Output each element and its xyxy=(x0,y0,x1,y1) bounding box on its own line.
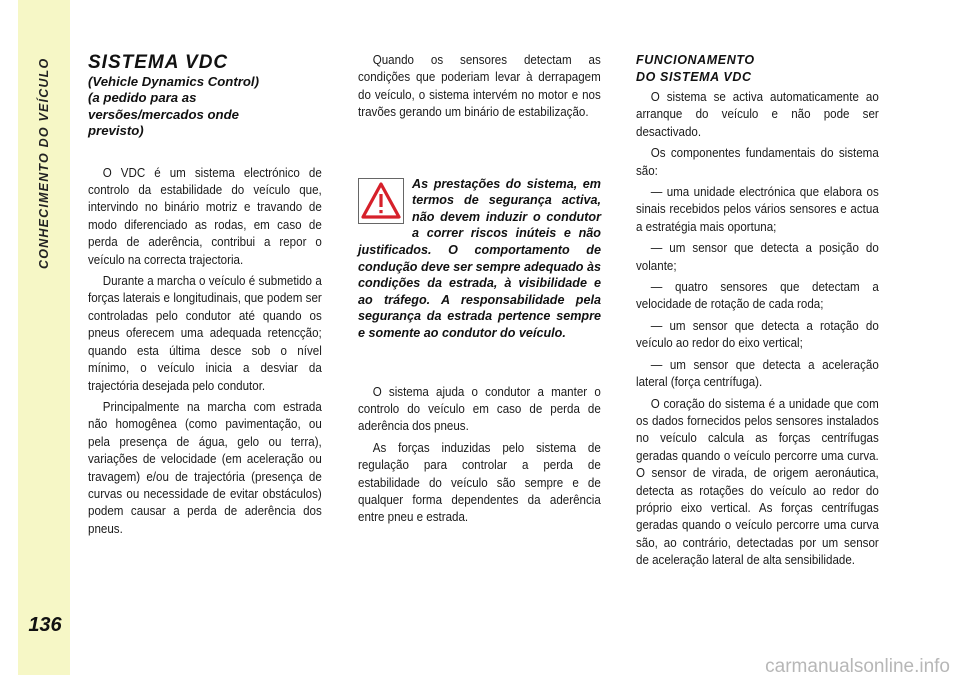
section-subtitle xyxy=(88,74,322,140)
list-item: — um sensor que detecta a posição do volante; xyxy=(636,241,879,273)
paragraph: O sistema ajuda o condutor a manter o controlo do veículo em caso de perda de aderência dos pneus. xyxy=(358,384,601,434)
chapter-title: CONHECIMENTO DO VEÍCULO xyxy=(37,58,51,270)
list-item: — um sensor que detecta a rotação do veículo ao redor do eixo vertical; xyxy=(636,318,879,351)
paragraph: Os componentes fundamentais do sistema são: xyxy=(636,146,879,178)
section-title: SISTEMA VDC xyxy=(88,52,229,73)
paragraph: Principalmente na marcha com estrada não homogênea (como pavimentação, ou pela presença de água, gelo ou terra), variações de velocidade (em aceleração ou travagem) e/ou de trajectória (presença de curvas ou necessidade de evitar obstáculos) podem causar a perda de aderência dos pneus. xyxy=(88,399,322,536)
list-item: — uma unidade electrónica que elabora os sinais recebidos pelos vários sensores e actua a estratégia mais oportuna; xyxy=(636,185,879,234)
paragraph: O sistema se activa automaticamente ao arranque do veículo e não pode ser desactivado. xyxy=(636,90,879,139)
warning-triangle-icon xyxy=(358,178,404,224)
list-item: — quatro sensores que detectam a velocidade de rotação de cada roda; xyxy=(636,280,879,312)
subsection-heading xyxy=(636,52,879,85)
warning-box xyxy=(358,176,601,342)
heading-line: DO SISTEMA VDC xyxy=(636,69,752,84)
column-1 xyxy=(88,52,322,542)
warning-text: As prestações do sistema, em termos de segurança activa, não devem induzir o condutor a correr riscos inúteis e não justificados. O comportamento de condução deve ser sempre adequado às condições da estrada, à visibilidade e ao tráfego. A responsabilidade pela segurança da estrada pertence sempre e somente ao condutor do veículo. xyxy=(358,176,601,340)
watermark: carmanualsonline.info xyxy=(765,656,950,677)
subtitle-line: (a pedido para as xyxy=(88,90,197,106)
subtitle-line: (Vehicle Dynamics Control) xyxy=(88,74,259,89)
column-2 xyxy=(358,52,601,531)
paragraph: O coração do sistema é a unidade que com os dados fornecidos pelos sensores instalados no veículo calcula as forças centrífugas geradas quando o veículo percorre uma curva. O sensor de virada, de origem aeronáutica, detecta as rotações do veículo ao redor do próprio eixo vertical. As forças centrífugas geradas quando o veículo percorre uma curva são, ao contrário, detectadas por um sensor de aceleração lateral de alta sensibilidade. xyxy=(636,396,879,568)
paragraph: O VDC é um sistema electrónico de controlo da estabilidade do veículo que, intervindo no binário motriz e travando de modo diferenciado as rodas, em caso de perda de aderência, contribui a repor o veículo na correcta trajectoria. xyxy=(88,165,322,267)
column-3 xyxy=(636,52,879,574)
paragraph: Durante a marcha o veículo é submetido a forças laterais e longitudinais, que podem ser controladas pelo condutor até quando os pneus oferecem uma adequada retencção; quando esta última desce sob o nível mínimo, o veículo inicia a desviar da trajectória desejada pelo condutor. xyxy=(88,274,322,393)
subtitle-line: versões/mercados onde xyxy=(88,106,239,122)
subtitle-line: previsto) xyxy=(88,123,144,139)
paragraph: Quando os sensores detectam as condições que poderiam levar à derrapagem do veículo, o sistema intervém no motor e nos travões gerando um binário de estabilização. xyxy=(358,53,601,120)
paragraph: As forças induzidas pelo sistema de regulação para controlar a perda de estabilidade do veículo são sempre e de qualquer forma dependentes da aderência entre pneu e estrada. xyxy=(358,440,601,525)
heading-line: FUNCIONAMENTO xyxy=(636,53,755,67)
page-number: 136 xyxy=(28,614,62,636)
list-item: — um sensor que detecta a aceleração lateral (força centrífuga). xyxy=(636,357,879,390)
